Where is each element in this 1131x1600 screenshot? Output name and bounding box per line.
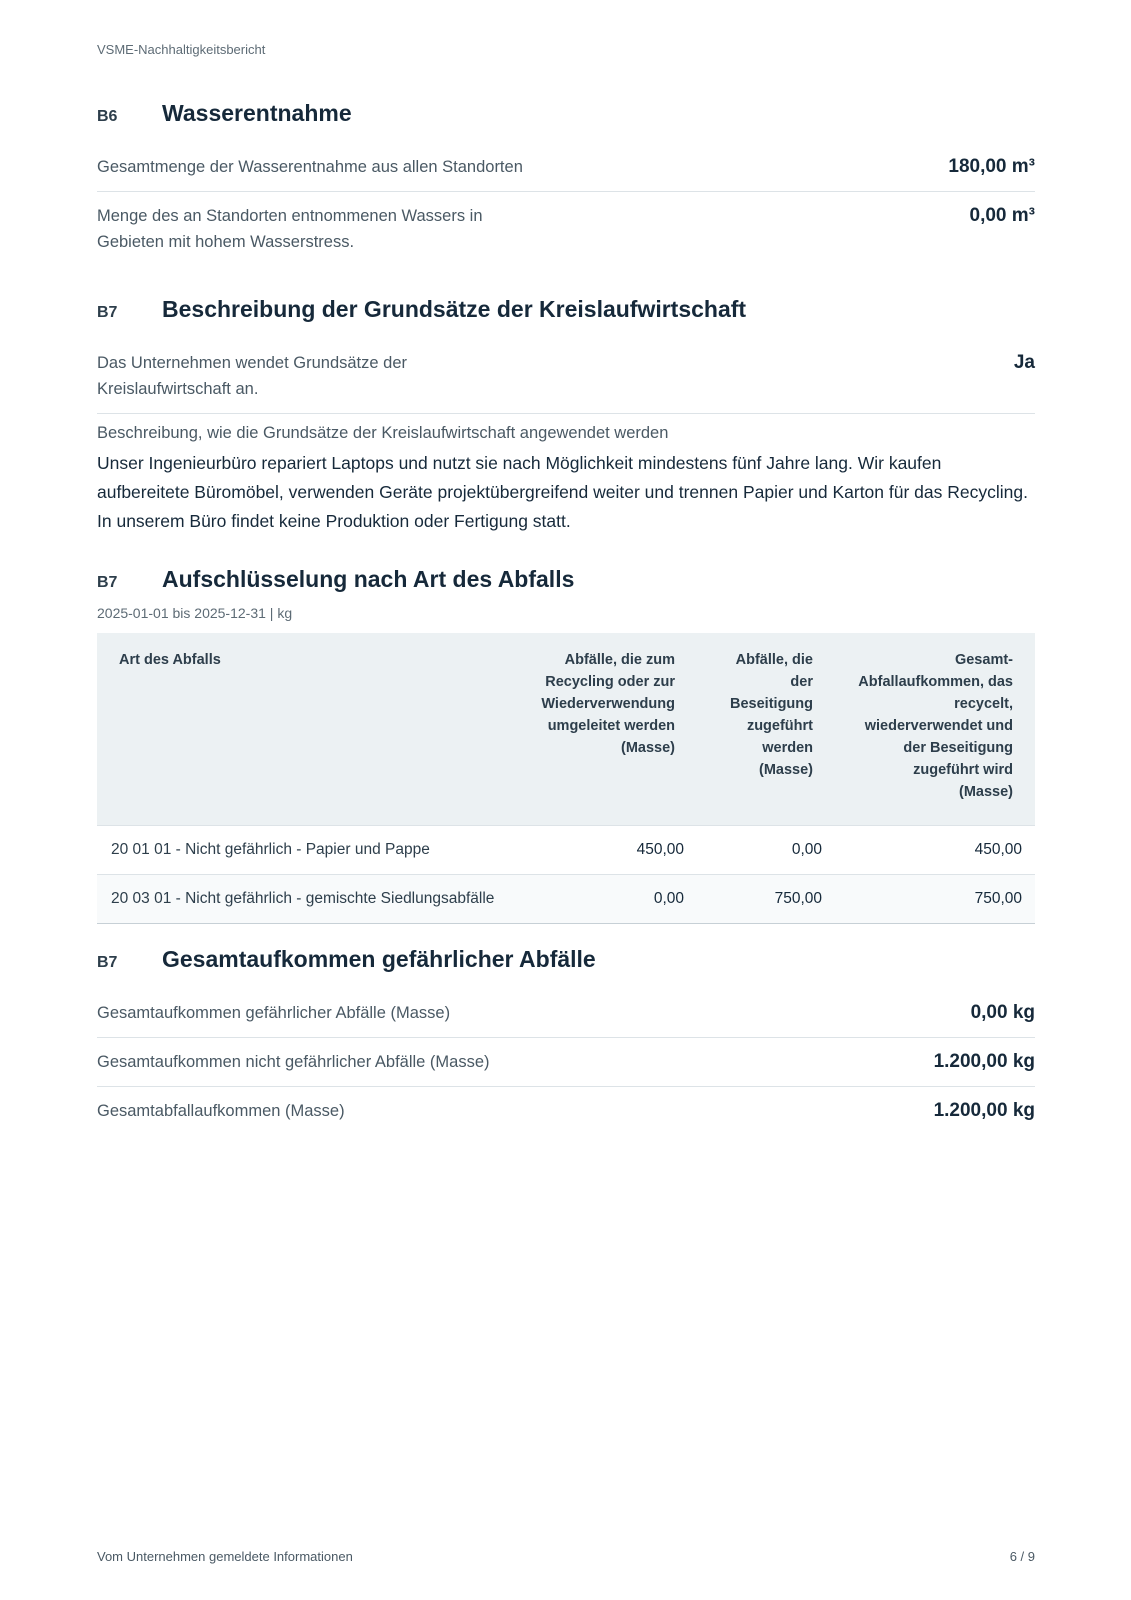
column-header-recycled: Abfälle, die zum Recycling oder zur Wiederverwendung umgeleitet werden (Masse)	[517, 633, 697, 826]
circular-description-label: Beschreibung, wie die Grundsätze der Kreislaufwirtschaft angewendet werden	[97, 424, 669, 442]
cell-type: 20 03 01 - Nicht gefährlich - gemischte Siedlungsabfälle	[97, 875, 517, 924]
section-heading: Beschreibung der Grundsätze der Kreislaufwirtschaft	[162, 296, 747, 322]
column-header-type: Art des Abfalls	[97, 633, 517, 826]
page-content	[97, 100, 1035, 1135]
document-header: VSME-Nachhaltigkeitsbericht	[97, 42, 266, 57]
row-value: Ja	[1013, 352, 1035, 373]
row-label: Das Unternehmen wendet Grundsätze der Kreislaufwirtschaft an.	[97, 354, 408, 398]
section-water-title	[97, 100, 1035, 127]
section-code: B7	[97, 574, 118, 591]
section-heading: Wasserentnahme	[162, 100, 352, 126]
row-value: 0,00 kg	[970, 1002, 1035, 1023]
circular-applies-row	[97, 339, 1035, 414]
row-value: 180,00 m³	[948, 156, 1035, 177]
page-footer	[97, 1549, 1035, 1564]
row-label: Menge des an Standorten entnommenen Wassers in Gebieten mit hohem Wasserstress.	[97, 207, 483, 251]
column-header-disposed: Abfälle, die der Beseitigung zugeführt werden (Masse)	[697, 633, 835, 826]
table-row	[97, 826, 1035, 875]
row-value: 1.200,00 kg	[933, 1100, 1035, 1121]
column-header-total: Gesamt-Abfallaufkommen, das recycelt, wiederverwendet und der Beseitigung zugeführt wird (Masse)	[835, 633, 1035, 826]
cell-total: 750,00	[835, 875, 1035, 924]
hazardous-total-row	[97, 989, 1035, 1038]
cell-recycled: 450,00	[517, 826, 697, 875]
footer-label: Vom Unternehmen gemeldete Informationen	[97, 1549, 353, 1564]
section-code: B6	[97, 108, 118, 125]
waste-total-row	[97, 1087, 1035, 1135]
section-waste-breakdown-title	[97, 566, 1035, 593]
cell-type: 20 01 01 - Nicht gefährlich - Papier und Pappe	[97, 826, 517, 875]
non-hazardous-total-row	[97, 1038, 1035, 1087]
water-stress-row	[97, 192, 1035, 266]
circular-description-text: Unser Ingenieurbüro repariert Laptops und nutzt sie nach Möglichkeit mindestens fünf Jahre lang. Wir kaufen aufbereitete Büromöbel, verwenden Geräte projektübergreifend weiter und trennen Papier und Karton für das Recycling. In unserem Büro findet keine Produktion oder Fertigung statt.	[97, 453, 1028, 531]
water-total-row	[97, 143, 1035, 192]
section-circular-title	[97, 296, 1035, 323]
row-label: Gesamtaufkommen gefährlicher Abfälle (Masse)	[97, 1004, 451, 1022]
row-value: 0,00 m³	[969, 205, 1035, 226]
table-row	[97, 875, 1035, 924]
row-value: 1.200,00 kg	[933, 1051, 1035, 1072]
reporting-period: 2025-01-01 bis 2025-12-31 | kg	[97, 605, 293, 621]
page-number: 6 / 9	[1009, 1549, 1035, 1564]
cell-recycled: 0,00	[517, 875, 697, 924]
table-header-row	[97, 633, 1035, 826]
row-label: Gesamtaufkommen nicht gefährlicher Abfälle (Masse)	[97, 1053, 490, 1071]
row-label: Gesamtabfallaufkommen (Masse)	[97, 1102, 345, 1120]
section-code: B7	[97, 954, 118, 971]
section-heading: Aufschlüsselung nach Art des Abfalls	[162, 566, 575, 592]
waste-breakdown-table	[97, 633, 1035, 924]
cell-total: 450,00	[835, 826, 1035, 875]
row-label: Gesamtmenge der Wasserentnahme aus allen Standorten	[97, 158, 523, 176]
section-heading: Gesamtaufkommen gefährlicher Abfälle	[162, 946, 596, 972]
cell-disposed: 750,00	[697, 875, 835, 924]
section-hazardous-title	[97, 946, 1035, 973]
cell-disposed: 0,00	[697, 826, 835, 875]
section-code: B7	[97, 304, 118, 321]
